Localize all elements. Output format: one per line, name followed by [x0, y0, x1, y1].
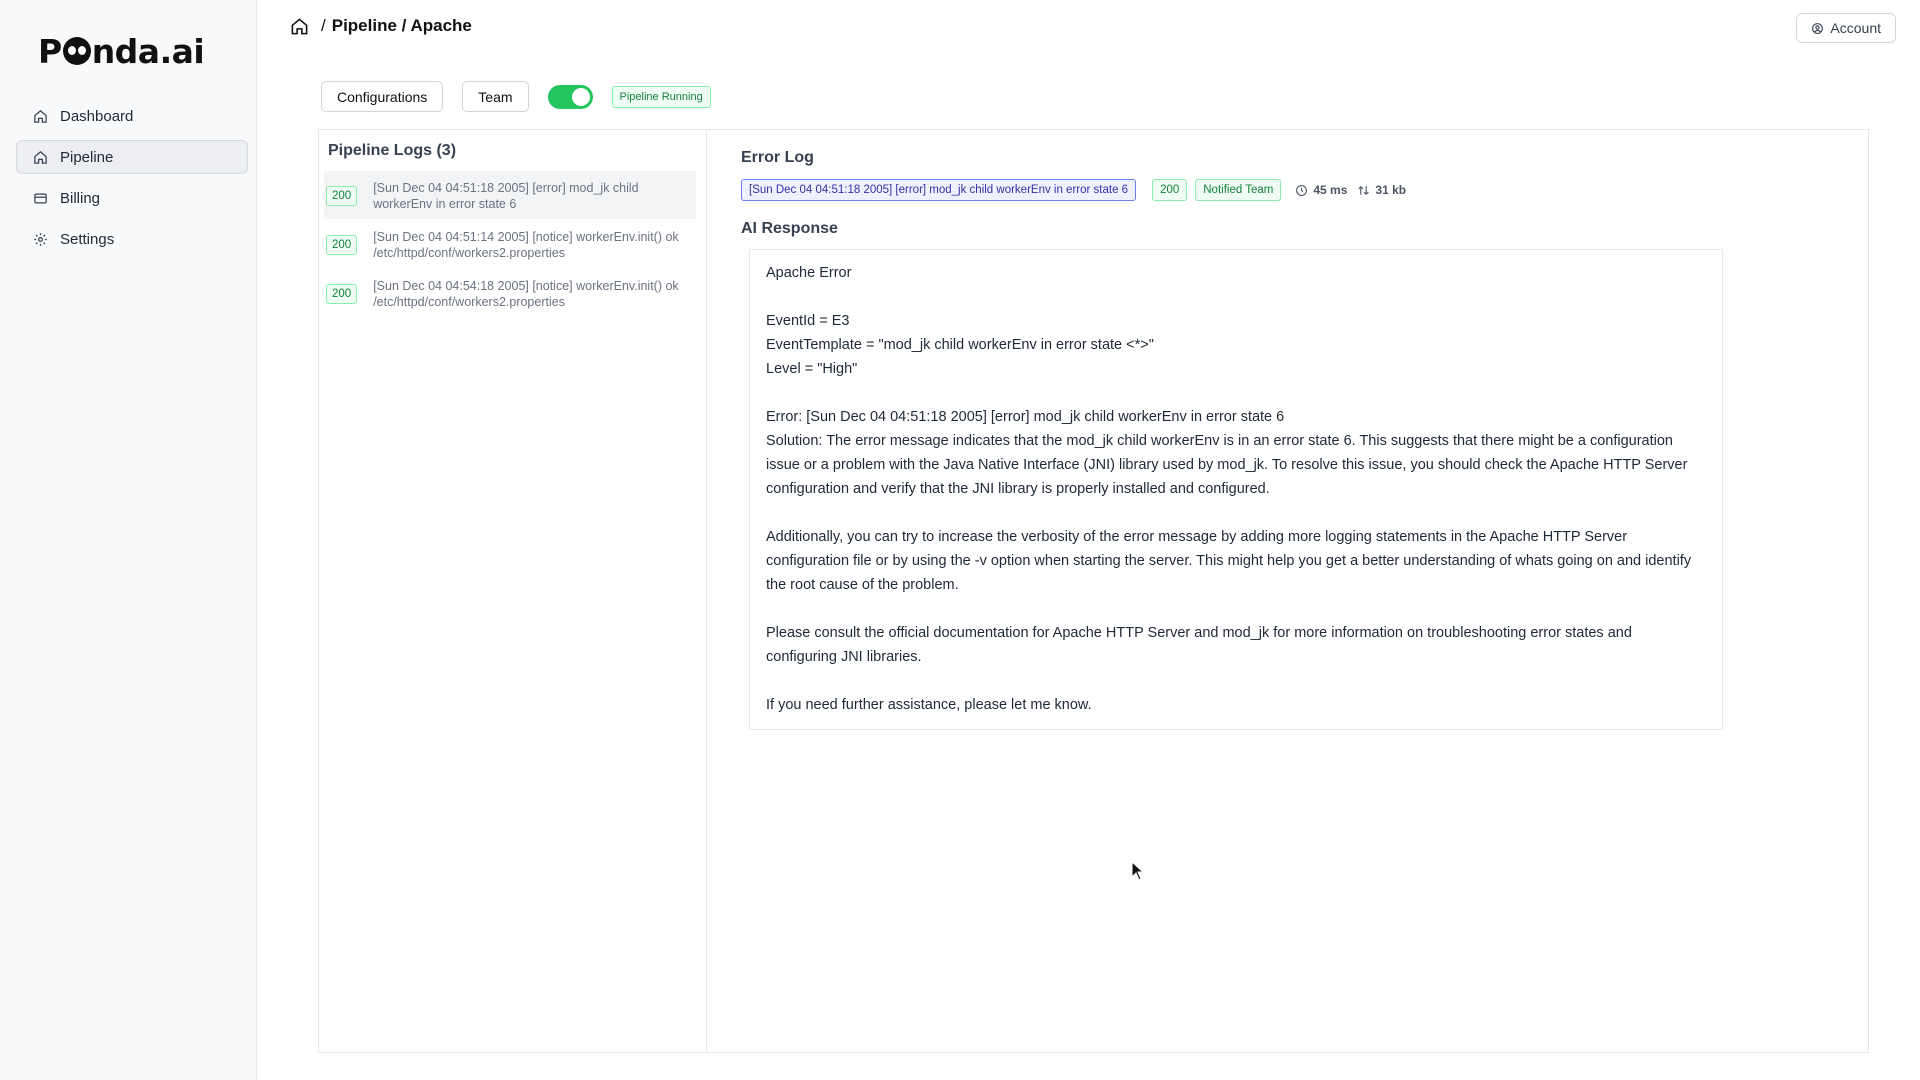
status-code-badge: 200 [326, 284, 357, 304]
breadcrumb [290, 16, 472, 36]
sidebar-nav [16, 99, 248, 263]
account-button[interactable]: Account [1796, 13, 1896, 43]
ai-response-box [749, 249, 1723, 730]
logo[interactable]: P nda.ai [38, 31, 205, 71]
status-badge: Pipeline Running [612, 86, 711, 108]
clock-icon [1295, 184, 1308, 197]
pipeline-panel [318, 129, 1869, 1053]
log-item[interactable] [324, 171, 696, 219]
status-code-badge: 200 [326, 186, 357, 206]
log-item[interactable] [324, 220, 696, 268]
breadcrumb-separator: / [321, 16, 326, 35]
sidebar-item-label: Settings [60, 230, 115, 248]
payload-size: 31 kb [1357, 183, 1406, 197]
error-solution: Error: [Sun Dec 04 04:51:18 2005] [error] mod_jk child workerEnv in error state 6 Solution: The error message indicates that the mod_jk child workerEnv is in an error state 6. This suggests that there might be a configuration issue or a problem with the Java Native Interface (JNI) library used by mod_jk. To resolve this issue, you should check the Apache HTTP Server configuration and verify that the JNI library is properly installed and configured. [766, 409, 1688, 497]
team-button[interactable]: Team [462, 81, 528, 112]
sidebar-item-billing[interactable] [16, 181, 248, 215]
sidebar-item-label: Billing [60, 189, 101, 207]
status-code-badge: 200 [326, 235, 357, 255]
status-code-badge: 200 [1152, 179, 1187, 201]
log-text: [Sun Dec 04 04:54:18 2005] [notice] workerEnv.init() ok /etc/httpd/conf/workers2.properties [373, 279, 679, 309]
sidebar-item-dashboard[interactable] [16, 99, 248, 133]
panda-icon [63, 37, 91, 65]
error-log-title: Error Log [741, 149, 814, 166]
log-detail [724, 130, 1868, 1052]
sidebar-item-label: Dashboard [60, 107, 134, 125]
ai-response-title: AI Response [741, 220, 838, 237]
log-item[interactable] [324, 269, 696, 317]
pipeline-toggle[interactable] [548, 85, 593, 109]
logs-title: Pipeline Logs (3) [328, 142, 457, 159]
sidebar-item-pipeline[interactable] [16, 140, 248, 174]
pipeline-toolbar [321, 81, 711, 112]
sidebar-item-label: Pipeline [60, 148, 114, 166]
home-icon [33, 150, 48, 165]
user-circle-icon [1811, 22, 1824, 35]
gear-icon [33, 232, 48, 247]
ai-response-paragraph: Additionally, you can try to increase the verbosity of the error message by adding more logging statements in the Apache HTTP Server configuration file or by using the -v option when starting the server. This might help you get a better understanding of whats going on and identify the root cause of the problem. [766, 529, 1692, 593]
log-text: [Sun Dec 04 04:51:14 2005] [notice] workerEnv.init() ok /etc/httpd/conf/workers2.properties [373, 230, 679, 260]
configurations-button[interactable]: Configurations [321, 81, 443, 112]
ai-response-heading: Apache Error [766, 265, 852, 281]
transfer-icon [1357, 184, 1370, 197]
home-icon [33, 109, 48, 124]
breadcrumb-path[interactable]: Pipeline / Apache [331, 16, 472, 35]
event-details: EventId = E3 EventTemplate = "mod_jk child workerEnv in error state <*>" Level = "High" [766, 313, 1154, 377]
logs-column [319, 130, 707, 1052]
log-text: [Sun Dec 04 04:51:18 2005] [error] mod_jk child workerEnv in error state 6 [373, 181, 639, 211]
error-summary-row [741, 179, 1406, 201]
ai-response-paragraph: If you need further assistance, please let me know. [766, 697, 1092, 713]
notified-badge: Notified Team [1195, 179, 1281, 201]
home-icon[interactable] [290, 17, 309, 36]
sidebar-item-settings[interactable] [16, 222, 248, 256]
sidebar [0, 0, 257, 1080]
mouse-cursor-icon [1131, 861, 1143, 881]
error-line-badge: [Sun Dec 04 04:51:18 2005] [error] mod_jk child workerEnv in error state 6 [741, 179, 1136, 201]
ai-response-paragraph: Please consult the official documentation for Apache HTTP Server and mod_jk for more information on troubleshooting error states and configuring JNI libraries. [766, 625, 1632, 665]
latency: 45 ms [1295, 183, 1347, 197]
card-icon [33, 191, 48, 206]
log-list [324, 171, 696, 318]
